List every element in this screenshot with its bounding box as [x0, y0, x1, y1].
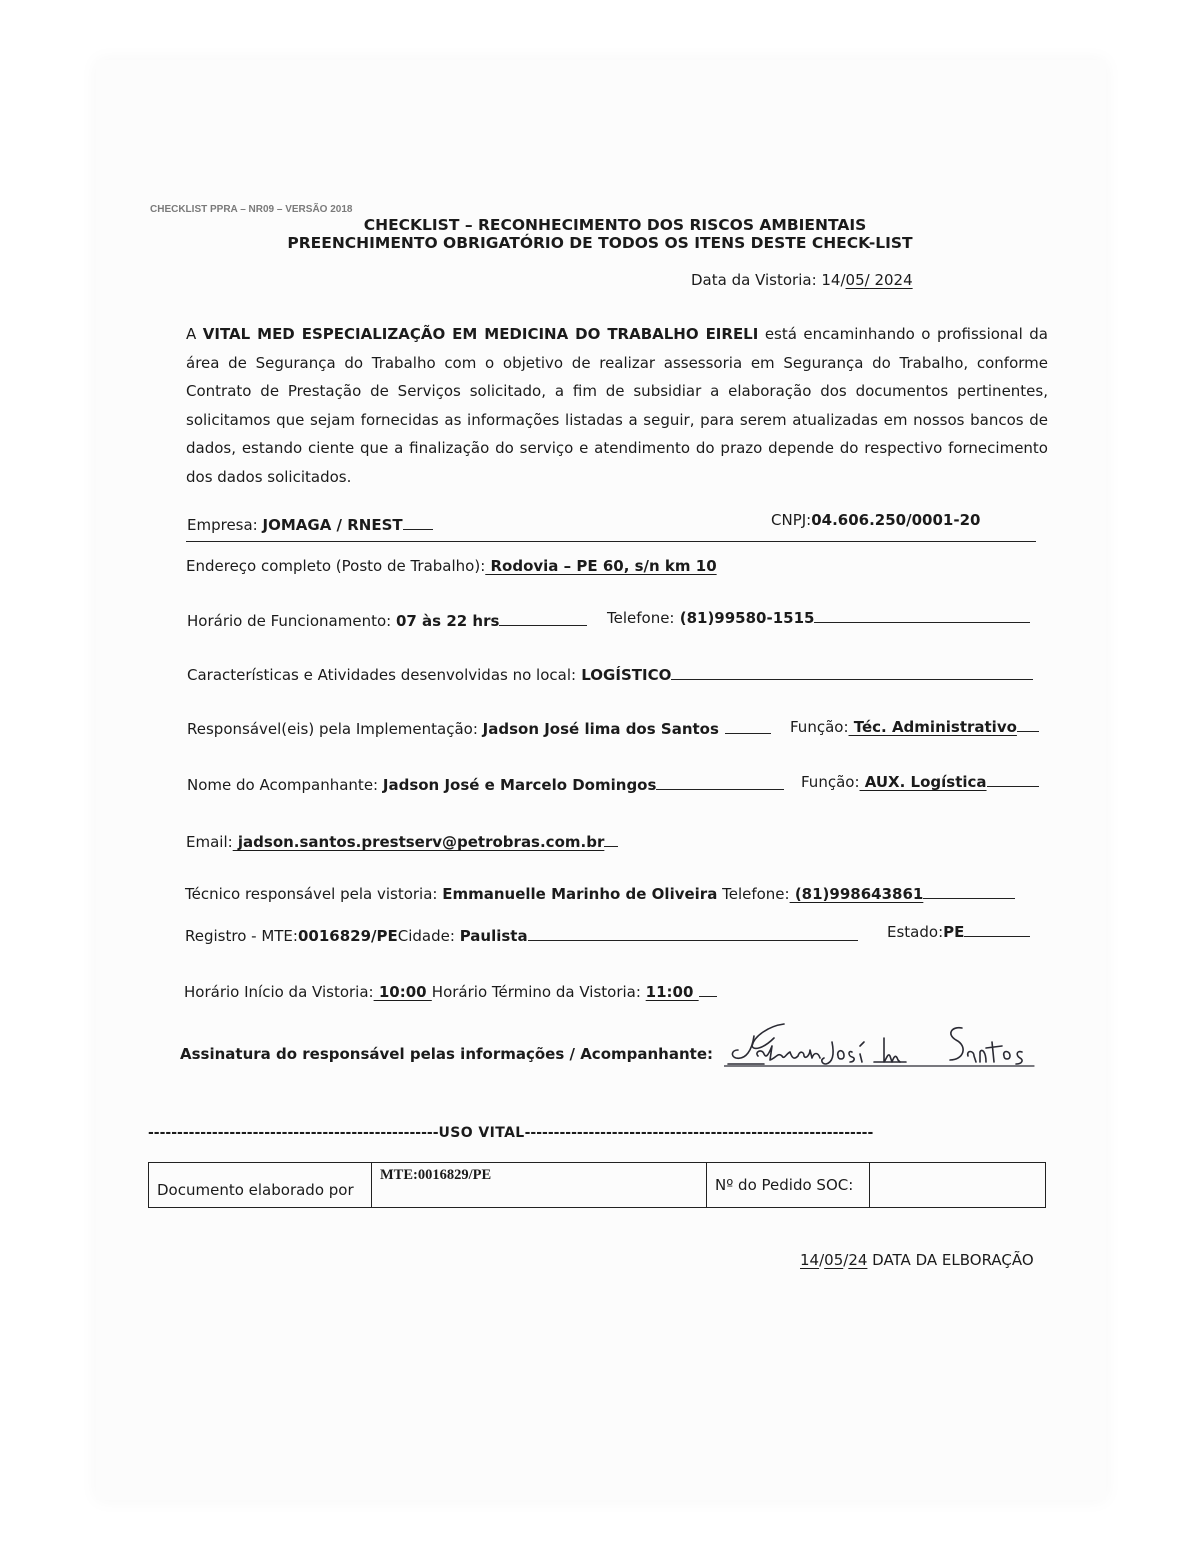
pedido-label-cell: Nº do Pedido SOC:	[707, 1163, 870, 1208]
elaborado-value-cell: MTE:0016829/PE	[372, 1163, 707, 1208]
intro-paragraph: A VITAL MED ESPECIALIZAÇÃO EM MEDICINA DO TRABALHO EIRELI está encaminhando o profissional da área de Segurança do Trabalho com o objetivo de realizar assessoria em Segurança do Trabalho, conforme Contrato de Prestação de Serviços solicitado, a fim de subsidiar a elaboração dos documentos pertinentes, solicitamos que sejam fornecidas as informações listadas a seguir, para serem atualizadas em nossos bancos de dados, estando ciente que a finalização do serviço e atendimento do prazo depende do respectivo fornecimento dos dados solicitados.	[186, 325, 1048, 486]
acompanhante-field: Nome do Acompanhante: Jadson José e Marcelo Domingos	[187, 775, 784, 794]
document-subtitle: PREENCHIMENTO OBRIGATÓRIO DE TODOS OS ITENS DESTE CHECK-LIST	[287, 234, 913, 252]
caracteristicas-field: Características e Atividades desenvolvidas no local: LOGÍSTICO	[187, 665, 1033, 684]
horario-funcionamento-field: Horário de Funcionamento: 07 às 22 hrs	[187, 611, 587, 630]
responsavel-field: Responsável(eis) pela Implementação: Jadson José lima dos Santos	[187, 719, 771, 738]
email-field: Email: jadson.santos.prestserv@petrobras.com.br	[186, 832, 618, 851]
funcao-acompanhante-field: Função: AUX. Logística	[801, 772, 1039, 791]
table-row	[149, 1163, 1046, 1208]
pedido-value-cell	[870, 1163, 1046, 1208]
document-title: CHECKLIST – RECONHECIMENTO DOS RISCOS AMBIENTAIS	[363, 216, 867, 234]
assinatura-label: Assinatura do responsável pelas informações / Acompanhante:	[180, 1045, 713, 1063]
uso-vital-table	[148, 1162, 1046, 1208]
endereco-field: Endereço completo (Posto de Trabalho): Rodovia – PE 60, s/n km 10	[186, 557, 717, 575]
empresa-field: Empresa: JOMAGA / RNEST	[187, 515, 433, 534]
elaboracao-date: 14/05/24 DATA DA ELBORAÇÃO	[800, 1251, 1034, 1269]
uso-vital-separator: --------------------------------------------------USO VITAL------------------------------------------------------------	[148, 1125, 874, 1141]
version-tag: CHECKLIST PPRA – NR09 – VERSÃO 2018	[150, 204, 353, 215]
handwritten-signature	[724, 1016, 1044, 1076]
horario-vistoria-field: Horário Início da Vistoria: 10:00 Horário Término da Vistoria: 11:00	[184, 982, 717, 1001]
cnpj-field: CNPJ:04.606.250/0001-20	[771, 511, 981, 529]
elaborado-label-cell: Documento elaborado por	[149, 1163, 372, 1208]
funcao-responsavel-field: Função: Téc. Administrativo	[790, 717, 1039, 736]
divider	[186, 541, 1036, 542]
registro-field: Registro - MTE:0016829/PECidade: Paulista	[185, 926, 858, 945]
tecnico-field: Técnico responsável pela vistoria: Emmanuelle Marinho de Oliveira Telefone: (81)998643861	[185, 884, 1015, 903]
estado-field: Estado:PE	[887, 922, 1030, 941]
company-name: VITAL MED ESPECIALIZAÇÃO EM MEDICINA DO TRABALHO EIRELI	[202, 325, 759, 343]
inspection-date: Data da Vistoria: 14/05/ 2024	[691, 271, 913, 289]
telefone-field: Telefone: (81)99580-1515	[607, 608, 1030, 627]
